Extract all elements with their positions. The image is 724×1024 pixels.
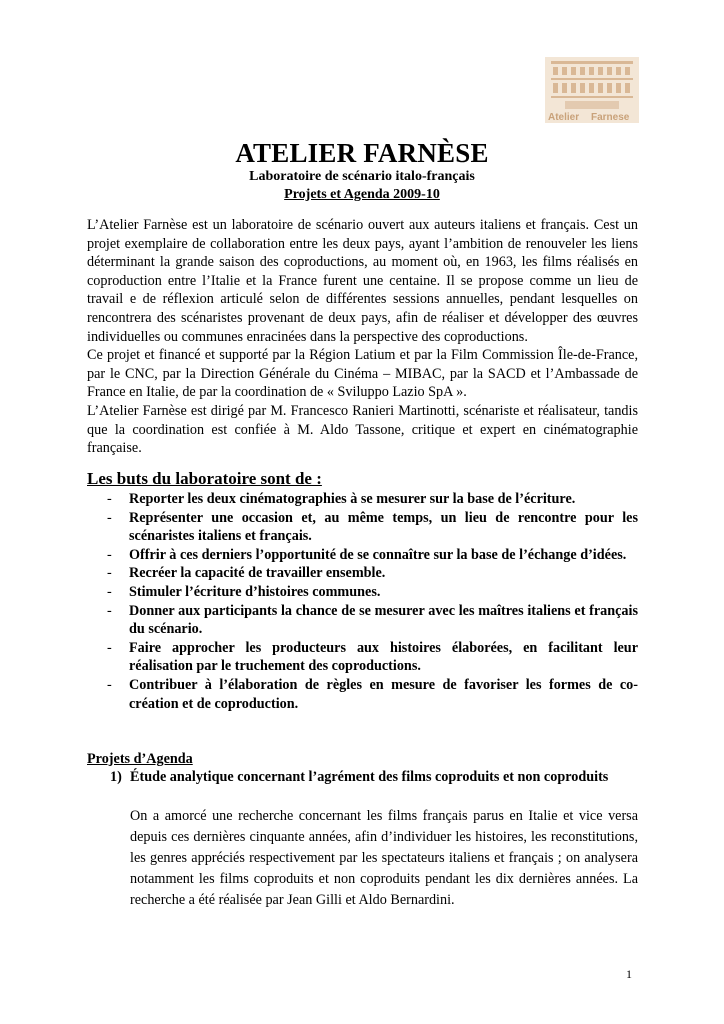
list-item-text: Recréer la capacité de travailler ensemble. <box>129 565 386 582</box>
list-item-text: Donner aux participants la chance de se mesurer avec les maîtres italiens et français du scénario. <box>129 602 638 638</box>
list-item-text: Faire approcher les producteurs aux histoires élaborées, en facilitant leur réalisation par le truchement des coproductions. <box>129 639 638 675</box>
list-bullet: - <box>107 602 112 619</box>
list-item <box>87 676 638 713</box>
agenda-item-1-title-row <box>110 769 608 786</box>
list-bullet: - <box>107 676 112 693</box>
document-title: ATELIER FARNÈSE <box>235 138 489 168</box>
intro-paragraph-3: L’Atelier Farnèse est dirigé par M. Francesco Ranieri Martinotti, scénariste et réalisateur, tandis que la coordination est confiée à M. Aldo Tassone, critique et expert en cinématographie française. <box>87 402 638 457</box>
list-item <box>87 546 638 565</box>
intro-paragraph-2: Ce projet et financé et supporté par la Région Latium et par la Film Commission Île-de-France, par le CNC, par la Direction Générale du Cinéma – MIBAC, par la SACD et l’Ambassade de France en Italie, de par la coordination de « Sviluppo Lazio SpA ». <box>87 347 638 401</box>
list-bullet: - <box>107 565 112 582</box>
atelier-farnese-logo <box>545 57 639 123</box>
agenda-item-title: Étude analytique concernant l’agrément des films coproduits et non coproduits <box>130 769 609 785</box>
list-item <box>87 509 638 546</box>
list-item-text: Contribuer à l’élaboration de règles en mesure de favoriser les formes de co-création et de coproduction. <box>129 676 638 712</box>
agenda-item-1-text: On a amorcé une recherche concernant les films français parus en Italie et vice versa depuis ces dernières cinquante années, afin d’individuer les histoires, les reconstitutions, les genres appréciés respectivement par les spectateurs italiens et français ; on analysera notamment les films coproduits et non coproduits pendant les dix dernières années. La recherche a été réalisée par Jean Gilli et Aldo Bernardini. <box>130 808 638 908</box>
intro-paragraph-1: L’Atelier Farnèse est un laboratoire de scénario ouvert aux auteurs italiens et français. Cest un projet exemplaire de collaboration entre les deux pays, ayant l’ambition de renouveler les liens déterminant la grande saison des coproductions, au moment où, en 1963, les films réalisés en coproduction entre l’Italie et la France furent une centaine. Il se propose comme un lieu de travail e de réflexion articulé selon de différentes sessions annuelles, pendant lesquelles on rencontrera des scénaristes provenant de deux pays, afin de réaliser et développer des œuvres individuelles ou communes enracinées dans la perspective des coproductions. <box>87 217 638 345</box>
list-item-text: Offrir à ces derniers l’opportunité de se connaître sur la base de l’échange d’idées. <box>129 546 627 563</box>
intro-text <box>87 216 638 458</box>
list-item-text: Stimuler l’écriture d’histoires communes. <box>129 583 381 600</box>
logo-text-farnese: Farnese <box>591 112 630 123</box>
list-item-text: Reporter les deux cinématographies à se mesurer sur la base de l’écriture. <box>129 491 576 507</box>
list-bullet: - <box>107 509 112 526</box>
list-bullet: - <box>107 546 112 563</box>
list-item <box>87 602 638 639</box>
list-item <box>87 490 638 509</box>
document-subtitle-projects: Projets et Agenda 2009-10 <box>284 187 440 202</box>
agenda-heading: Projets d’Agenda <box>87 751 193 767</box>
list-bullet: - <box>107 491 112 507</box>
logo-text-atelier: Atelier <box>548 112 580 123</box>
list-item-text: Représenter une occasion et, au même temps, un lieu de rencontre pour les scénaristes italiens et français. <box>129 509 638 545</box>
list-bullet: - <box>107 583 112 600</box>
list-item <box>87 583 638 602</box>
list-bullet: - <box>107 639 112 656</box>
agenda-item-number: 1) <box>110 769 122 785</box>
list-item <box>87 564 638 583</box>
goals-heading: Les buts du laboratoire sont de : <box>87 469 322 488</box>
page-number: 1 <box>626 967 632 981</box>
document-subtitle: Laboratoire de scénario italo-français <box>249 169 475 184</box>
goals-list <box>87 490 638 713</box>
list-item <box>87 639 638 676</box>
